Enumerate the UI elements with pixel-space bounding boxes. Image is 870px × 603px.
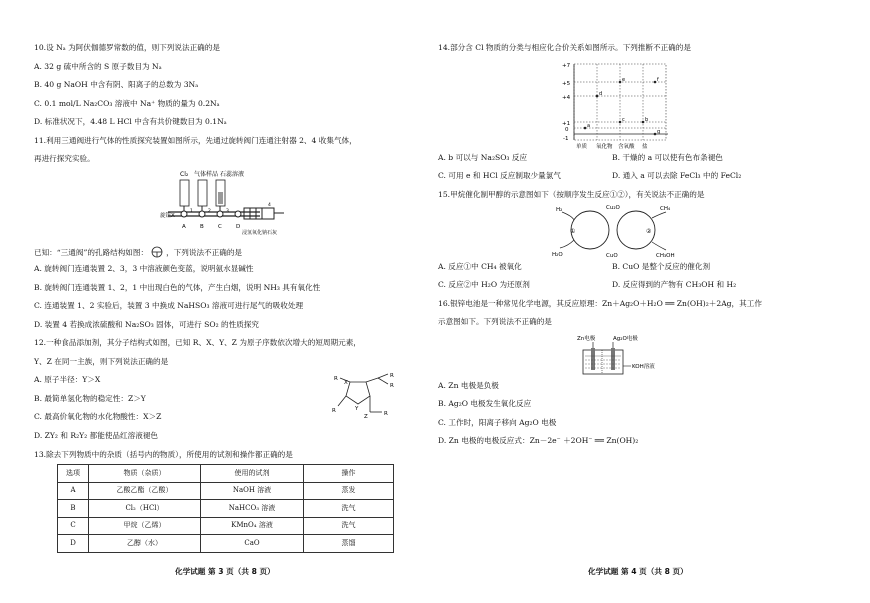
svg-text:X: X — [344, 380, 348, 386]
svg-text:e: e — [622, 77, 626, 83]
table-row: A 乙酸乙酯（乙酸） NaOH 溶液 蒸发 — [58, 482, 394, 500]
svg-text:①: ① — [570, 228, 576, 235]
q14-chart — [560, 60, 680, 152]
q11-stem-line2: 再进行探究实验。 — [34, 154, 95, 163]
svg-text:R: R — [334, 376, 338, 382]
q11-known-text: 已知：“三通阀”的孔路结构如图： ，下列说法不正确的是 — [34, 246, 242, 260]
svg-text:d: d — [599, 91, 603, 97]
q16-option-c: C. 工作时，阳离子移向 Ag₂O 电极 — [438, 418, 557, 427]
q15-option-d: D. 反应得到的产物有 CH₃OH 和 H₂ — [612, 280, 737, 289]
table-row: B Cl₂（HCl） NaHCO₃ 溶液 洗气 — [58, 500, 394, 518]
svg-text:Zn电极: Zn电极 — [577, 336, 596, 342]
svg-text:单质: 单质 — [576, 144, 588, 150]
q12-option-d: D. ZY₂ 和 R₂Y₂ 都能使品红溶液褪色 — [34, 431, 158, 440]
fig-label-soda-lime: 浸氢氧化钠石灰 — [242, 230, 278, 236]
svg-text:CH₄: CH₄ — [660, 206, 671, 212]
svg-text:含氧酸: 含氧酸 — [618, 144, 635, 150]
svg-text:R: R — [332, 408, 336, 414]
q11-stem-line1: 11.利用三通阀进行气体的性质探究装置如图所示，先通过旋转阀门连通注射器 2、4 收集气体， — [34, 136, 357, 145]
table-row: C 甲烷（乙烯） KMnO₄ 溶液 洗气 — [58, 517, 394, 535]
q10-stem: 10.设 Nₐ 为阿伏伽德罗常数的值，则下列说法正确的是 — [34, 43, 220, 52]
svg-text:H₂O: H₂O — [552, 252, 563, 258]
svg-text:氧化物: 氧化物 — [596, 144, 613, 150]
q16-option-a: A. Zn 电极是负极 — [438, 381, 499, 390]
q10-option-c: C. 0.1 mol/L Na₂CO₃ 溶液中 Na⁺ 物质的量为 0.2Nₐ — [34, 99, 220, 108]
svg-text:R: R — [390, 373, 394, 379]
q12-option-c: C. 最高价氧化物的水化物酸性：X＞Z — [34, 412, 162, 421]
q15-option-b: B. CuO 是整个反应的催化剂 — [612, 262, 711, 271]
q14-option-a: A. b 可以与 Na₂SO₃ 反应 — [438, 153, 528, 162]
q12-option-b: B. 最简单氢化物的稳定性：Z＞Y — [34, 394, 146, 403]
q11-option-c: C. 连通装置 1、2 实验后，装置 3 中换成 NaHSO₃ 溶液可进行尾气的吸收处理 — [34, 301, 304, 310]
q12-option-a: A. 原子半径：Y＞X — [34, 375, 101, 384]
fig-label-cl2: Cl₂ — [180, 171, 189, 178]
svg-text:H₂: H₂ — [556, 207, 563, 213]
svg-text:4: 4 — [268, 203, 271, 208]
q14-option-b: B. 干燥的 a 可以使有色布条褪色 — [612, 153, 723, 162]
svg-text:0: 0 — [565, 127, 569, 133]
q16-option-d: D. Zn 电极的电极反应式：Zn－2e⁻ ＋2OH⁻ ══ Zn(OH)₂ — [438, 436, 639, 445]
svg-text:+4: +4 — [562, 95, 571, 101]
fig-label-litmus: 石蕊溶液 — [220, 171, 245, 178]
fig-label-knob: 旋钮X — [160, 213, 175, 219]
svg-text:+1: +1 — [562, 121, 571, 127]
table-row: D 乙醇（水） CaO 蒸馏 — [58, 535, 394, 553]
svg-text:+5: +5 — [562, 81, 571, 87]
q11-option-a: A. 旋转阀门连通装置 2、3，3 中溶液颜色变蓝，说明氨水显碱性 — [34, 264, 254, 273]
q14-option-c: C. 可用 e 和 HCl 反应制取少量氯气 — [438, 171, 561, 180]
svg-text:Y: Y — [355, 406, 359, 412]
svg-text:C: C — [218, 224, 222, 230]
q16-stem-line1: 16.银锌电池是一种常见化学电源，其反应原理：Zn＋Ag₂O＋H₂O ══ Zn(OH)₂＋2Ag，其工作 — [438, 299, 762, 308]
q11-apparatus-figure — [160, 168, 300, 238]
svg-text:R: R — [384, 411, 388, 417]
svg-text:Z: Z — [364, 414, 368, 420]
svg-text:a: a — [587, 123, 591, 129]
svg-text:3: 3 — [226, 209, 229, 214]
fig-label-gas: 气体样品 — [194, 171, 219, 178]
svg-text:A: A — [182, 224, 186, 230]
left-page-footer: 化学试题 第 3 页（共 8 页） — [175, 567, 275, 576]
q14-stem: 14.部分含 Cl 物质的分类与相应化合价关系如图所示。下列推断不正确的是 — [438, 43, 691, 52]
svg-text:CuO: CuO — [606, 253, 618, 259]
svg-text:f: f — [657, 77, 659, 83]
svg-text:2: 2 — [208, 209, 211, 214]
q16-battery-figure — [575, 332, 675, 378]
right-page-footer: 化学试题 第 4 页（共 8 页） — [588, 567, 688, 576]
svg-text:KOH溶液: KOH溶液 — [632, 364, 655, 370]
svg-text:盐: 盐 — [642, 144, 648, 150]
q14-option-d: D. 通入 a 可以去除 FeCl₃ 中的 FeCl₂ — [612, 171, 742, 180]
svg-text:+7: +7 — [562, 63, 571, 69]
svg-text:B: B — [200, 224, 204, 230]
svg-text:②: ② — [646, 228, 652, 235]
q15-cycle-figure — [548, 202, 688, 260]
q15-option-c: C. 反应②中 H₂O 为还原剂 — [438, 280, 530, 289]
svg-text:g: g — [657, 129, 661, 135]
svg-text:CH₃OH: CH₃OH — [656, 253, 675, 259]
q13-table — [57, 464, 394, 553]
svg-text:D: D — [236, 224, 241, 230]
q15-option-a: A. 反应①中 CH₄ 被氧化 — [438, 262, 522, 271]
svg-text:b: b — [645, 117, 649, 123]
q12-stem-line2: Y、Z 在同一主族，则下列说法正确的是 — [34, 357, 169, 366]
q15-stem: 15.甲烷催化制甲醇的示意图如下（按顺序发生反应①②），有关说法不正确的是 — [438, 190, 705, 199]
svg-text:Ag₂O电极: Ag₂O电极 — [613, 336, 638, 342]
table-header-row: 选项 物质（杂质） 使用的试剂 操作 — [58, 465, 394, 483]
three-way-valve-icon — [149, 246, 165, 260]
svg-text:R: R — [390, 383, 394, 389]
q11-option-d: D. 装置 4 若换成浓硫酸和 Na₂SO₃ 固体，可进行 SO₂ 的性质探究 — [34, 320, 259, 329]
q12-stem-line1: 12.一种食品添加剂，其分子结构式如图，已知 R、X、Y、Z 为原子序数依次增大的短周期元素， — [34, 338, 361, 347]
svg-text:Cu₂O: Cu₂O — [606, 205, 620, 211]
q16-stem-line2: 示意图如下。下列说法不正确的是 — [438, 317, 552, 326]
svg-text:-1: -1 — [563, 136, 569, 142]
q16-option-b: B. Ag₂O 电极发生氧化反应 — [438, 399, 532, 408]
q11-option-b: B. 旋转阀门连通装置 1、2，1 中出现白色的气体，产生白烟，说明 NH₃ 具有氧化性 — [34, 283, 321, 292]
svg-text:c: c — [622, 117, 625, 123]
q12-structure-figure — [322, 372, 402, 420]
q10-option-d: D. 标准状况下，4.48 L HCl 中含有共价键数目为 0.1Nₐ — [34, 117, 227, 126]
q13-stem: 13.除去下列物质中的杂质（括号内的物质），所使用的试剂和操作都正确的是 — [34, 450, 293, 459]
q10-option-a: A. 32 g 硫中所含的 S 原子数目为 Nₐ — [34, 62, 162, 71]
svg-text:1: 1 — [190, 209, 193, 214]
q10-option-b: B. 40 g NaOH 中含有阴、阳离子的总数为 3Nₐ — [34, 80, 199, 89]
